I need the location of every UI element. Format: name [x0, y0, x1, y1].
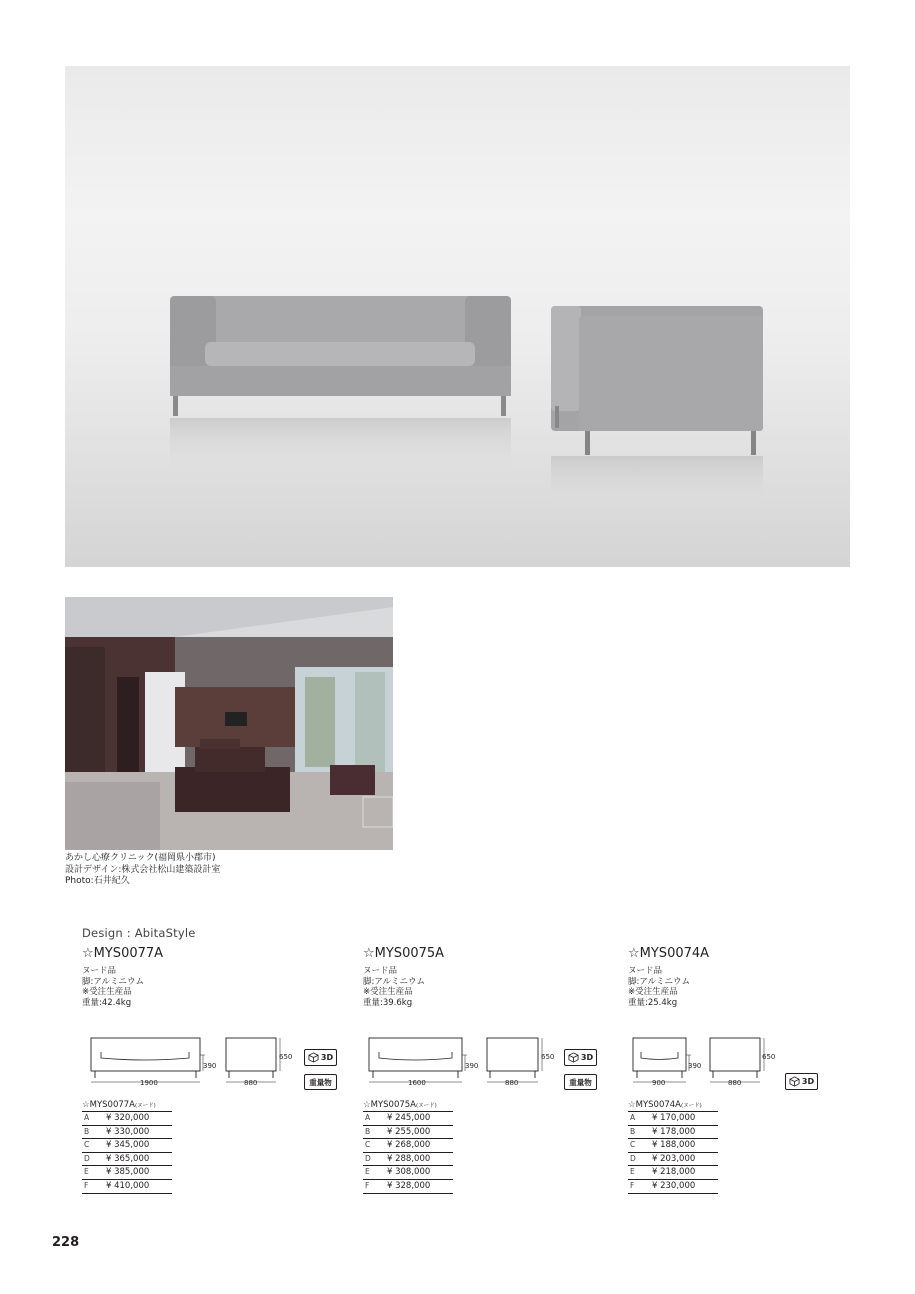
spec-line: 脚:アルミニウム	[363, 976, 425, 987]
price-row	[628, 1166, 718, 1180]
spec-line: 重量:39.6kg	[363, 997, 413, 1008]
price-grade: C	[630, 1140, 636, 1150]
price-row	[628, 1139, 718, 1153]
price-grade: D	[630, 1153, 636, 1163]
spec-line: ※受注生産品	[82, 987, 132, 998]
product-title: ☆MYS0074A	[628, 946, 710, 961]
price-grade: D	[365, 1153, 371, 1163]
price-row	[82, 1112, 172, 1126]
dim-height: 650	[279, 1053, 293, 1061]
price-row	[628, 1153, 718, 1167]
price-row	[82, 1139, 172, 1153]
price-row	[628, 1112, 718, 1126]
cube-icon	[308, 1052, 319, 1063]
price-table-header	[363, 1100, 453, 1112]
dim-height: 650	[762, 1053, 776, 1061]
price-value: ¥ 203,000	[652, 1153, 696, 1164]
spec-line: ヌード品	[363, 966, 398, 976]
price-grade: F	[84, 1180, 89, 1190]
interior-photo	[65, 597, 393, 850]
price-row	[363, 1180, 453, 1194]
spec-line: 脚:アルミニウム	[628, 976, 690, 987]
cube-icon	[568, 1052, 579, 1063]
price-table-header	[628, 1100, 718, 1112]
spec-line: ヌード品	[628, 966, 663, 976]
cube-icon	[789, 1076, 800, 1087]
price-value: ¥ 178,000	[652, 1126, 696, 1137]
price-row	[363, 1139, 453, 1153]
spec-line: ヌード品	[82, 966, 117, 976]
dim-width: 1600	[408, 1079, 426, 1087]
product-block	[363, 946, 444, 1008]
price-table-note: (ヌード)	[135, 1103, 156, 1109]
price-grade: B	[365, 1126, 371, 1136]
3d-data-badge[interactable]	[304, 1049, 337, 1066]
price-grade: A	[365, 1113, 371, 1122]
caption-line: あかし心療クリニック(福岡県小郡市)	[65, 853, 216, 863]
photo-caption	[65, 853, 220, 888]
price-table	[82, 1100, 172, 1194]
3d-label: 3D	[580, 1053, 594, 1062]
dim-width: 900	[652, 1079, 666, 1087]
product-title: ☆MYS0077A	[82, 946, 164, 961]
price-table	[628, 1100, 718, 1194]
price-row	[628, 1180, 718, 1194]
price-row	[82, 1126, 172, 1140]
caption-line: Photo:石井紀久	[65, 876, 130, 886]
price-value: ¥ 170,000	[652, 1113, 696, 1123]
price-row	[82, 1166, 172, 1180]
dim-width: 1900	[140, 1079, 158, 1087]
price-table-model: ☆MYS0075A	[363, 1100, 416, 1110]
price-value: ¥ 365,000	[106, 1153, 150, 1164]
price-value: ¥ 218,000	[652, 1167, 696, 1178]
price-value: ¥ 320,000	[106, 1113, 150, 1123]
spec-line: ※受注生産品	[628, 987, 678, 998]
heavy-item-badge: 重量物	[564, 1074, 597, 1090]
price-row	[628, 1126, 718, 1140]
price-table-header	[82, 1100, 172, 1112]
price-value: ¥ 245,000	[387, 1113, 431, 1123]
price-row	[363, 1126, 453, 1140]
price-table-model: ☆MYS0074A	[628, 1100, 681, 1110]
product-title: ☆MYS0075A	[363, 946, 445, 961]
price-grade: E	[630, 1167, 635, 1177]
dim-depth: 880	[728, 1079, 742, 1087]
price-row	[363, 1153, 453, 1167]
price-value: ¥ 255,000	[387, 1126, 431, 1137]
caption-line: 設計デザイン:株式会社松山建築設計室	[65, 864, 221, 875]
heavy-item-badge: 重量物	[304, 1074, 337, 1090]
price-row	[82, 1180, 172, 1194]
price-grade: F	[365, 1180, 370, 1190]
dim-seat: 390	[203, 1062, 217, 1070]
product-specs	[628, 966, 709, 1008]
price-table-model: ☆MYS0077A	[82, 1100, 135, 1110]
product-specs	[363, 966, 444, 1008]
price-value: ¥ 188,000	[652, 1140, 696, 1151]
hero-photo	[65, 66, 850, 567]
dim-depth: 880	[244, 1079, 258, 1087]
price-value: ¥ 385,000	[106, 1167, 150, 1178]
price-grade: C	[84, 1140, 90, 1150]
3d-data-badge[interactable]	[564, 1049, 597, 1066]
price-value: ¥ 230,000	[652, 1180, 696, 1191]
dimension-drawing	[630, 1035, 780, 1090]
price-row	[363, 1112, 453, 1126]
price-value: ¥ 308,000	[387, 1167, 431, 1178]
price-value: ¥ 410,000	[106, 1180, 150, 1191]
product-block	[82, 946, 163, 1008]
price-value: ¥ 268,000	[387, 1140, 431, 1151]
spec-line: ※受注生産品	[363, 987, 413, 998]
price-value: ¥ 288,000	[387, 1153, 431, 1164]
price-row	[363, 1166, 453, 1180]
price-grade: E	[365, 1167, 370, 1177]
3d-data-badge[interactable]	[785, 1073, 818, 1090]
price-value: ¥ 328,000	[387, 1180, 431, 1191]
dim-seat: 390	[688, 1062, 702, 1070]
price-grade: A	[630, 1113, 636, 1122]
armchair-illustration	[551, 306, 763, 501]
spec-line: 脚:アルミニウム	[82, 976, 144, 987]
dimension-drawing	[88, 1035, 298, 1090]
price-table	[363, 1100, 453, 1194]
page-number: 228	[52, 1235, 80, 1250]
price-grade: E	[84, 1167, 89, 1177]
spec-line: 重量:25.4kg	[628, 997, 678, 1008]
product-specs	[82, 966, 163, 1008]
price-grade: B	[630, 1126, 636, 1136]
dim-height: 650	[541, 1053, 555, 1061]
3d-label: 3D	[320, 1053, 334, 1062]
price-grade: F	[630, 1180, 635, 1190]
dimension-drawing	[366, 1035, 561, 1090]
sofa-illustration	[170, 296, 511, 468]
price-row	[82, 1153, 172, 1167]
price-grade: B	[84, 1126, 90, 1136]
price-grade: C	[365, 1140, 371, 1150]
price-table-note: (ヌード)	[416, 1103, 437, 1109]
price-value: ¥ 345,000	[106, 1140, 150, 1151]
spec-line: 重量:42.4kg	[82, 997, 132, 1008]
3d-label: 3D	[801, 1077, 815, 1086]
dim-depth: 880	[505, 1079, 519, 1087]
price-value: ¥ 330,000	[106, 1126, 150, 1137]
design-credit: Design : AbitaStyle	[82, 926, 196, 940]
product-block	[628, 946, 709, 1008]
price-grade: D	[84, 1153, 90, 1163]
price-table-note: (ヌード)	[681, 1103, 702, 1109]
price-grade: A	[84, 1113, 90, 1122]
dim-seat: 390	[465, 1062, 479, 1070]
